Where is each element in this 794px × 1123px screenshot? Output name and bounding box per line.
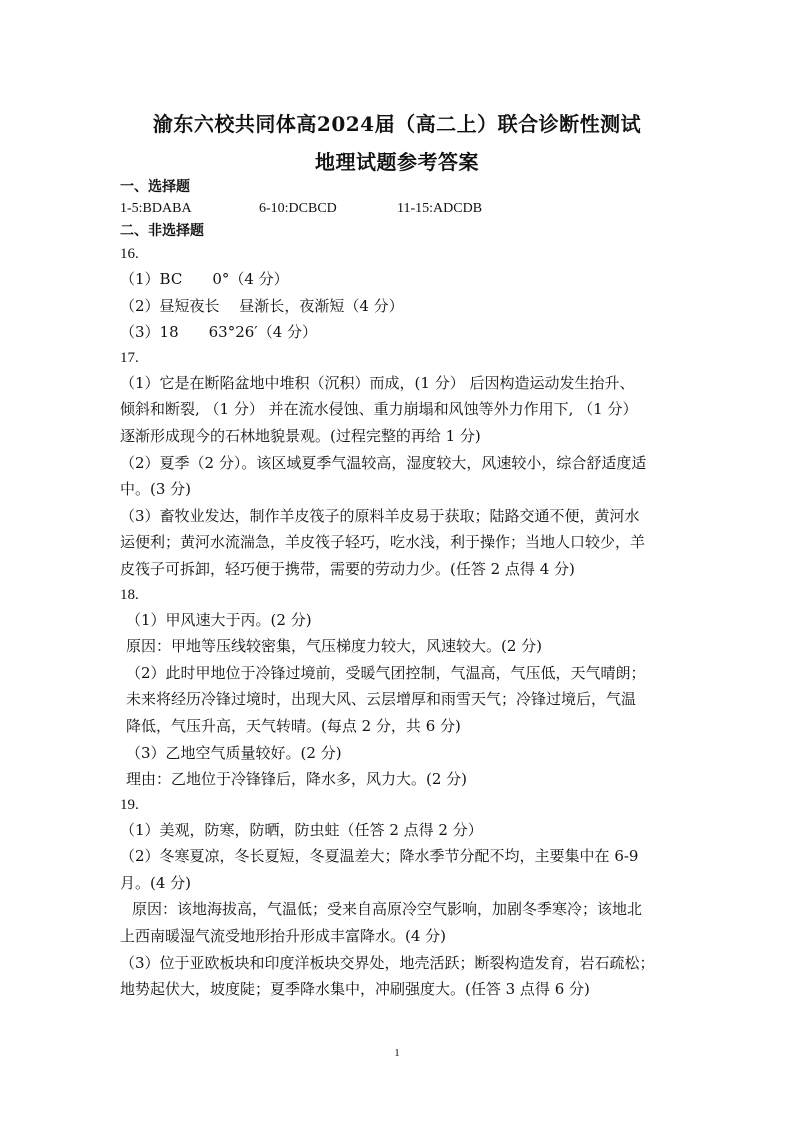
question-16 (120, 242, 680, 346)
answer-line: 降低，气压升高，天气转晴。(每点 2 分，共 6 分) (126, 716, 461, 735)
answer-line: （2）夏季（2 分）。该区域夏季气温较高，湿度较大，风速较小，综合舒适度适 (120, 453, 647, 472)
answer-line: 中。(3 分) (120, 480, 192, 499)
answer-line: 逐渐形成现今的石林地貌景观。(过程完整的再给 1 分) (120, 426, 481, 445)
answer-line: 倾斜和断裂, （1 分） 并在流水侵蚀、重力崩塌和风蚀等外力作用下, （1 分） (120, 400, 638, 419)
question-number: 17. (120, 349, 139, 366)
answer-line: （1）美观，防寒，防晒，防虫蛀（任答 2 点得 2 分） (120, 820, 483, 839)
section-heading-nonchoice: 二、非选择题 (120, 223, 204, 239)
answer-line: 上西南暖湿气流受地形抬升形成丰富降水。(4 分) (120, 927, 447, 946)
answer-body (120, 176, 680, 1003)
answer-line: 原因：甲地等压线较密集，气压梯度力较大，风速较大。(2 分) (126, 637, 543, 656)
answer-line: （2）昼短夜长 昼渐长，夜渐短（4 分） (120, 296, 404, 315)
answer-line: （3）位于亚欧板块和印度洋板块交界处，地壳活跃；断裂构造发育，岩石疏松； (120, 953, 655, 972)
answer-line: （1）它是在断陷盆地中堆积（沉积）而成，(1 分） 后因构造运动发生抬升、 (120, 373, 635, 392)
answer-line: 原因：该地海拔高，气温低；受来自高原冷空气影响，加剧冬季寒冷；该地北 (132, 900, 643, 919)
document-title: 渝东六校共同体高2024届（高二上）联合诊断性测试 (152, 112, 642, 136)
document-subtitle: 地理试题参考答案 (315, 150, 479, 174)
question-number: 19. (120, 796, 139, 813)
choice-answers (120, 198, 680, 220)
choice-answer-group: 1-5:BDABA (120, 201, 192, 216)
page-number: 1 (394, 1047, 400, 1059)
answer-line: 月。(4 分) (120, 873, 192, 892)
answer-line: （2）此时甲地位于冷锋过境前，受暖气团控制，气温高，气压低，天气晴朗； (126, 663, 646, 682)
answer-line: 理由：乙地位于冷锋锋后，降水多，风力大。(2 分) (126, 770, 468, 789)
section-heading-choice: 一、选择题 (120, 179, 190, 195)
answer-line: 地势起伏大，坡度陡；夏季降水集中，冲刷强度大。(任答 3 点得 6 分) (120, 980, 590, 999)
choice-answer-group: 11-15:ADCDB (397, 201, 483, 216)
answer-line: 皮筏子可拆卸，轻巧便于携带，需要的劳动力少。(任答 2 点得 4 分) (120, 559, 575, 578)
question-17 (120, 346, 680, 583)
question-number: 16. (120, 246, 139, 262)
answer-line: （3）18 63°26′（4 分） (120, 323, 318, 342)
answer-line: （2）冬寒夏凉，冬长夏短，冬夏温差大；降水季节分配不均，主要集中在 6-9 (120, 847, 639, 866)
answer-line: （1）BC 0°（4 分） (120, 270, 289, 288)
question-number: 18. (120, 586, 139, 603)
answer-line: （1）甲风速大于丙。(2 分) (126, 610, 312, 629)
answer-line: （3）畜牧业发达，制作羊皮筏子的原料羊皮易于获取；陆路交通不便，黄河水 (120, 506, 640, 525)
answer-line: （3）乙地空气质量较好。(2 分) (126, 743, 342, 762)
choice-answer-group: 6-10:DCBCD (259, 201, 337, 216)
question-19 (120, 793, 680, 1003)
question-18 (120, 583, 680, 793)
answer-line: 运便利；黄河水流湍急，羊皮筏子轻巧，吃水浅，利于操作；当地人口较少，羊 (120, 533, 646, 552)
answer-line: 未来将经历冷锋过境时，出现大风、云层增厚和雨雪天气；冷锋过境后，气温 (126, 690, 637, 709)
